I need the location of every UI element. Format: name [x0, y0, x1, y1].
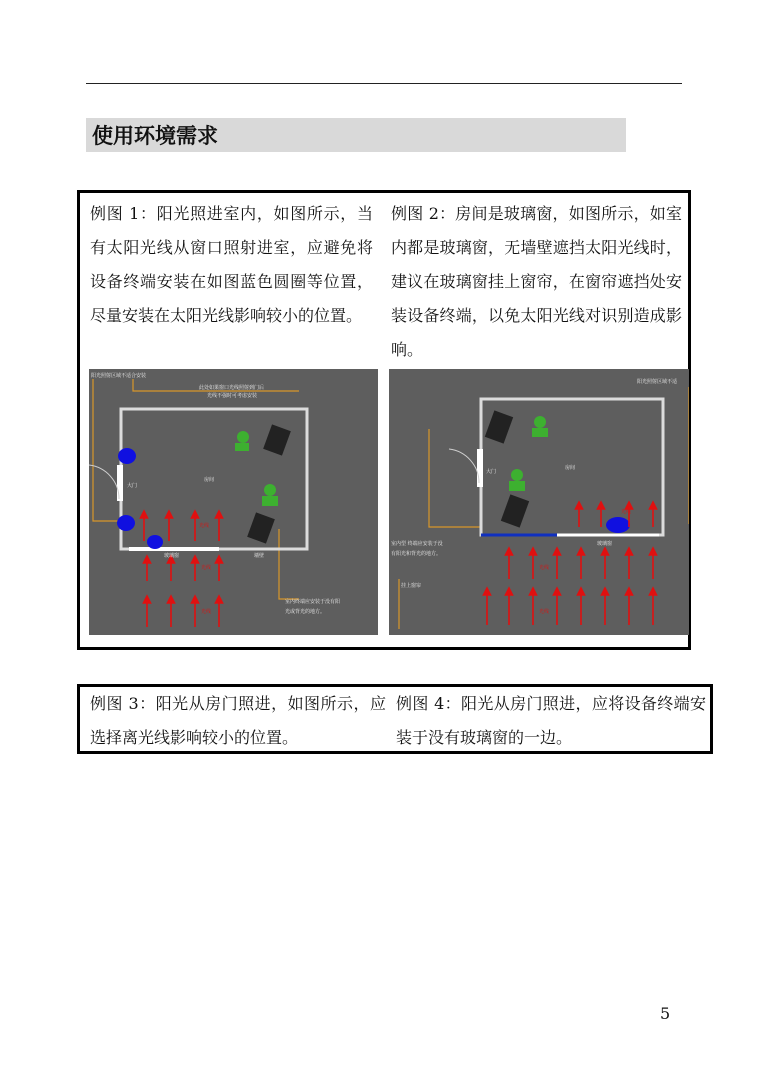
svg-text:玻璃窗: 玻璃窗	[164, 553, 180, 559]
example-1-figure	[89, 369, 378, 635]
svg-text:阳光照射区域不适合安装: 阳光照射区域不适合安装	[91, 373, 147, 379]
svg-text:室内型 终端应安装于没: 室内型 终端应安装于没	[391, 541, 443, 547]
svg-text:光线: 光线	[539, 609, 550, 615]
svg-text:光线不强时可考虑安装: 光线不强时可考虑安装	[207, 393, 258, 399]
svg-text:光或背光的地方。: 光或背光的地方。	[285, 609, 326, 615]
page-number: 5	[660, 1004, 671, 1023]
svg-text:挂上窗帘: 挂上窗帘	[401, 583, 422, 589]
svg-text:阳光照射区域不适: 阳光照射区域不适	[637, 379, 678, 385]
svg-text:光线: 光线	[199, 523, 210, 529]
svg-text:此处如果窗口光线照射到门后: 此处如果窗口光线照射到门后	[199, 385, 265, 391]
examples-3-4-table	[77, 684, 713, 754]
examples-1-2-table	[77, 190, 691, 650]
svg-text:大门: 大门	[127, 483, 138, 489]
svg-text:房间: 房间	[204, 477, 215, 483]
header-rule	[86, 83, 682, 84]
svg-text:光线: 光线	[201, 565, 212, 571]
svg-text:室内终端应安装于没有阳: 室内终端应安装于没有阳	[285, 599, 341, 605]
example-2-text: 例图 2：房间是玻璃窗，如图所示，如室内都是玻璃窗，无墙壁遮挡太阳光线时，建议在玻璃窗挂上窗帘，在窗帘遮挡处安装设备终端，以免太阳光线对识别造成影响。	[391, 204, 682, 359]
svg-text:光线: 光线	[621, 509, 632, 515]
example-4-text: 例图 4：阳光从房门照进，应将设备终端安装于没有玻璃窗的一边。	[396, 694, 706, 747]
example-3-text: 例图 3：阳光从房门照进，如图所示，应选择离光线影响较小的位置。	[90, 694, 386, 747]
svg-text:玻璃窗: 玻璃窗	[597, 541, 613, 547]
section-title: 使用环境需求	[92, 124, 218, 148]
svg-text:有阳光和背光的地方。: 有阳光和背光的地方。	[391, 551, 442, 557]
svg-text:光线: 光线	[201, 609, 212, 615]
example-2-figure	[389, 369, 689, 635]
svg-text:大门: 大门	[486, 469, 497, 475]
svg-text:光线: 光线	[539, 565, 550, 571]
svg-text:房间: 房间	[565, 465, 576, 471]
svg-text:墙壁: 墙壁	[254, 553, 265, 559]
section-heading	[86, 118, 626, 152]
example-1-text: 例图 1：阳光照进室内，如图所示，当有太阳光线从窗口照射进室，应避免将设备终端安装在如图蓝色圆圈等位置，尽量安装在太阳光线影响较小的位置。	[90, 204, 373, 325]
